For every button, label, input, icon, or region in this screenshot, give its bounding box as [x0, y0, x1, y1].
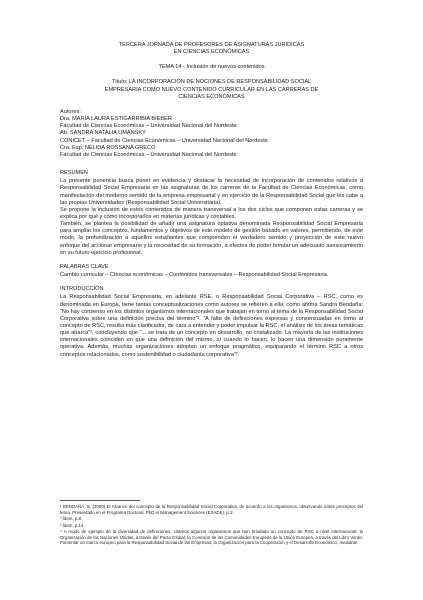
abstract-paragraph-2: Se propone la inclusión de estos contenidos de manera transversal a los dos ciclos que componen estas carreras y se explica por qué y cómo incorporarlos en materias jurídicas y contables.	[60, 206, 363, 220]
introduction-heading: INTRODUCCIÓN	[60, 286, 104, 293]
paper-title-line-3: CIENCIAS ECONÓMICAS	[178, 93, 245, 100]
conference-title-line-2: EN CIENCIAS ECONÓMICAS	[173, 49, 250, 56]
footnote-4: ⁴ A modo de ejemplo de la diversidad de definiciones, citamos algunos organismos que han brindado un concepto de RSC a nivel internacional: la Organización de las Naciones Unidas, a través del Pacto Global; la Comisión de las Comunidades Europeas de la Unión Europea, a través del Libro Verde; Fomentar un marco europeo para la Responsabilidad Social de las Empresas; la Organización para la Cooperación y el Desarrollo Económico, mediante	[60, 529, 363, 545]
author-affiliation: Facultad de Ciencias Económicas – Universidad Nacional del Nordeste	[60, 151, 237, 158]
abstract-paragraph-3: También, se plantea la posibilidad de añadir una asignatura optativa denominada Responsabilidad Social Empresaria para ampliar los conceptos, fundamentos y objetivos de este modelo de gestión basado en valores, permitiendo, de este modo, la profundización a aquellos estudiantes que comprenden el verdadero sentido y proyección de este nuevo enfoque del accionar empresario y la necesidad de su formación, a efectos de poder brindar un adecuado asesoramiento en su futuro ejercicio profesional.	[60, 221, 363, 256]
author-affiliation: CONICET – Facultad de Ciencias Económicas – Universidad Nacional del Nordeste	[60, 137, 268, 144]
footnote-divider	[60, 500, 140, 501]
conference-title-line-1: TERCERA JORNADA DE PROFESORES DE ASIGNATURAS JURÍDICAS	[118, 42, 305, 48]
topic-line: TEMA 14 - Inclusión de nuevos contenidos	[158, 64, 265, 71]
introduction-paragraph-1: La Responsabilidad Social Empresaria, en adelante RSE, o Responsabilidad Social Corporativa – RSC, como es denominada en Europa, tiene tantas conceptualizaciones como autores se refieren a ella; como afirma Sandra Bendaña: “No hay consenso en los distintos organismos internacionales que trabajan en torno al tema de la Responsabilidad Social Corporativa sobre una definición precisa del término”¹. “A falta de definiciones expresas y consensuadas en torno al concepto de RSC, resulta más clarificador, de cara a entender y poder impulsar la RSC, el análisis de los áreas temáticas que abarca”², concluyendo que “... se trata de un concepto en desarrollo, no cristalizado. La mayoría de las instituciones internacionales coinciden en que una definición del mismo, si cuando lo hacen, lo hacen una dimensión puramente operativa. Además, muchas organizaciones adoptan un enfoque pragmático, equiparando el término RSC a otros conceptos relacionados, como sostenibilidad o ciudadanía corporativa”³.	[60, 294, 363, 358]
paper-title-line-2: EMPRESARIA COMO NUEVO CONTENIDO CURRICULAR EN LAS CARRERAS DE	[104, 86, 319, 93]
author-line: Dra. MARÍA LAURA ESTIGARRIBIA BIEBER	[60, 116, 172, 123]
author-affiliation: Facultad de Ciencias Económicas – Universidad Nacional del Nordeste	[60, 123, 237, 130]
footnotes	[60, 500, 363, 547]
authors-label: Autores:	[60, 108, 81, 115]
keywords-text: Cambio curricular – Ciencias económicas – Contenidos transversales – Responsabilidad Social Empresaria.	[60, 272, 329, 279]
document-page	[60, 42, 363, 359]
abstract-heading: RESUMEN	[60, 170, 88, 177]
author-line: Ab. SANDRA NATALIA UMANSKY	[60, 130, 146, 137]
footnote-2: ² Ídem, p.8.	[60, 516, 83, 521]
footnote-3: ³ Ídem, p.14.	[60, 522, 85, 528]
author-line: Cra. Esp. NÉLIDA ROSSANA GRECO	[60, 144, 156, 151]
paper-title-line-1: Título: LA INCORPORACIÓN DE NOCIONES DE RESPONSABILIDAD SOCIAL	[111, 79, 312, 86]
conference-header	[60, 42, 363, 56]
abstract-paragraph-1: La presente ponencia busca poner en evidencia y destacar la necesidad de incorporación de contenidos relativos a Responsabilidad Social Empresaria en las asignaturas de los carreras de la Facultad de Ciencias Económicas, como manifestación del moderno sentido de la empresa empresarial y en ejercicio de la Responsabilidad Social que les cabe a las propias Universidades (Responsabilidad Social Universitaria).	[60, 178, 363, 206]
paper-title	[60, 79, 363, 100]
keywords-heading: PALABRAS CLAVE	[60, 263, 109, 270]
authors-block	[60, 109, 363, 159]
footnote-1: ¹ BENDAÑA, S. (2009) El Alcance del concepto de la Responsabilidad Social Corporativa, de acuerdo a los organismos, observando sobre preceptos del tema. Presentado en el Programa Doctoral. PhD in Management Sciences (ESADE), p.2.	[60, 504, 363, 515]
